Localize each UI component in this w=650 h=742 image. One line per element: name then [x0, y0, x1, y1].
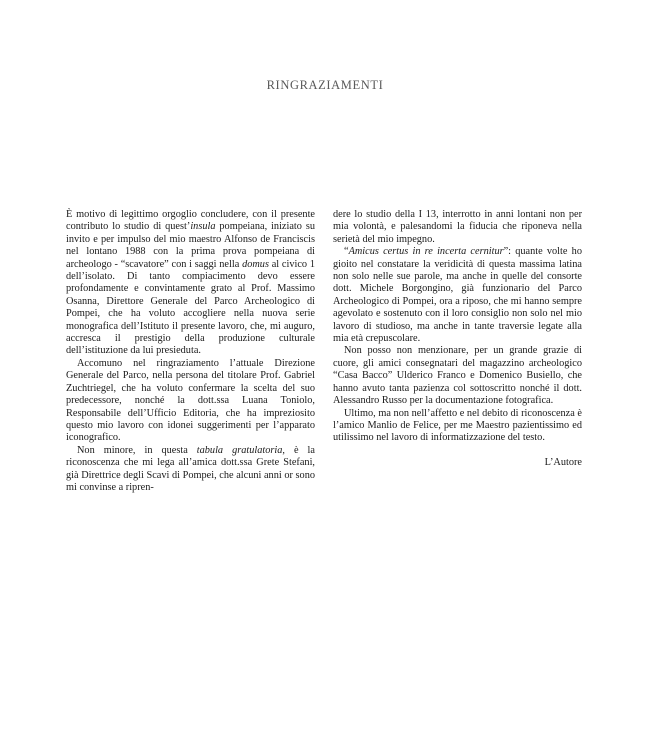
- italic-amicus-quote: Amicus certus in re incerta cernitur: [348, 246, 504, 258]
- paragraph-amicus: [333, 246, 582, 345]
- italic-tabula-gratulatoria: tabula gratulatoria: [196, 444, 283, 456]
- left-text-column: [66, 209, 315, 494]
- paragraph-accomuno: Accomuno nel ringraziamento l’attuale Direzione Generale del Parco, nella persona del titolare Prof. Gabriel Zuchtriegel, che ha voluto confermare la scelta del suo predecessore, nonché la dott.ssa Luana Toniolo, Responsabile dell’Ufficio Editoria, che ha impreziosito questo mio lavoro con idonei suggerimenti per l’apparato iconografico.: [66, 357, 315, 444]
- paragraph-non-posso: Non posso non menzionare, per un grande grazie di cuore, gli amici consegnatari del magazzino archeologico “Casa Bacco” Ulderico Franco e Domenico Busiello, che hanno avuto tanta pazienza col sottoscritto nonché il dott. Alessandro Russo per la documentazione fotografica.: [333, 345, 582, 407]
- paragraph-amicus-open-quote: “: [344, 246, 349, 258]
- paragraph-non-minore-text-2: , è la riconoscenza che mi lega all’amica dott.ssa Grete Stefani, già Direttrice degli Scavi di Pompei, che alcuni anni or sono mi convinse a ripren-: [66, 444, 315, 493]
- right-text-column: [333, 209, 582, 469]
- paragraph-amicus-text: ”: quante volte ho gioito nel constatare la veridicità di questa massima latina non solo nelle sue parole, ma anche in quelle del consorte dott. Michele Borgongino, già funzionario del Parco Archeologico di Pompei, ora a riposo, che mi hanno sempre agevolato e sostenuto con il loro consiglio non solo nel mio lavoro di studioso, ma anche in tante traversie legate alla mia età crepuscolare.: [333, 246, 582, 345]
- paragraph-non-minore-text-1: Non minore, in questa: [77, 444, 197, 456]
- paragraph-motivo-text-3: al civico 1 dell’isolato. Di tanto compiacimento devo essere profondamente e convintamente grato al Prof. Massimo Osanna, Direttore Generale del Parco Archeologico di Pompei, che ha voluto accogliere nella nuova serie monografica dell’Istituto il presente lavoro, che, mi auguro, accresca il prestigio della produzione culturale dell’istituzione da lui presieduta.: [66, 258, 316, 357]
- paragraph-motivo: [66, 209, 315, 358]
- page-title: RINGRAZIAMENTI: [266, 78, 384, 92]
- paragraph-motivo-text-1: È motivo di legittimo orgoglio concludere, con il presente contributo lo studio di quest’: [66, 209, 315, 233]
- italic-domus: domus: [242, 258, 269, 270]
- author-signature: L’Autore: [544, 456, 582, 468]
- paragraph-continuation: dere lo studio della I 13, interrotto in anni lontani non per mia volontà, e palesandomi la fiducia che riponeva nella serietà del mio impegno.: [333, 209, 582, 245]
- paragraph-ultimo: Ultimo, ma non nell’affetto e nel debito di riconoscenza è l’amico Manlio de Felice, per me Maestro pazientissimo ed utilissimo nel lavoro di informatizzazione del testo.: [333, 407, 582, 444]
- italic-insula: insula: [190, 221, 216, 233]
- paragraph-non-minore: [66, 445, 315, 495]
- paragraph-motivo-text-2: pompeiana, iniziato su invito e per impulso del mio maestro Alfonso de Franciscis nel lontano 1988 con la prima prova pompeiana di archeologo - “scavatore” con i saggi nella: [66, 221, 315, 270]
